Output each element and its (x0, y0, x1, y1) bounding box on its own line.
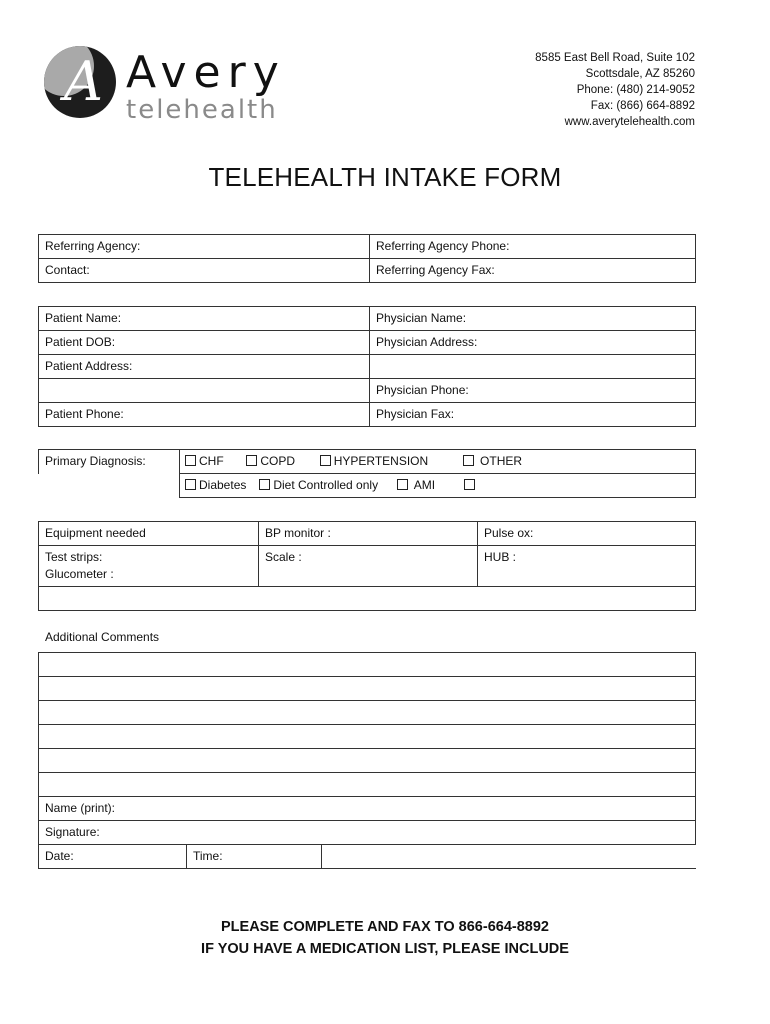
avery-logo (44, 44, 304, 124)
signature-field[interactable]: Signature: (39, 821, 696, 845)
checkbox-icon (259, 479, 270, 490)
pulse-ox-field[interactable]: Pulse ox: (478, 522, 696, 546)
ami-checkbox[interactable]: AMI (397, 477, 461, 494)
physician-name-field[interactable]: Physician Name: (370, 307, 696, 331)
comment-line[interactable] (39, 725, 696, 749)
diabetes-checkbox[interactable]: Diabetes (185, 477, 256, 494)
physician-address-cont-field[interactable] (370, 355, 696, 379)
checkbox-icon (397, 479, 408, 490)
patient-phone-field[interactable]: Patient Phone: (39, 403, 370, 427)
date-field[interactable]: Date: (39, 845, 187, 869)
patient-address-field[interactable]: Patient Address: (39, 355, 370, 379)
additional-comments-label: Additional Comments (45, 630, 160, 644)
form-title: TELEHEALTH INTAKE FORM (208, 162, 562, 192)
phone-number: Phone: (480) 214-9052 (576, 84, 695, 96)
physician-phone-field[interactable]: Physician Phone: (370, 379, 696, 403)
diagnosis-table (38, 449, 696, 498)
logo-wordmark: Avery (126, 47, 286, 98)
checkbox-icon (185, 479, 196, 490)
chf-checkbox[interactable]: CHF (185, 453, 243, 470)
logo-letter: A (64, 50, 103, 113)
logo-subtitle: telehealth (126, 95, 278, 125)
referring-agency-phone-field[interactable]: Referring Agency Phone: (370, 235, 696, 259)
patient-table (38, 306, 696, 427)
street-address: 8585 East Bell Road, Suite 102 (535, 52, 695, 64)
comment-line[interactable] (39, 701, 696, 725)
physician-fax-field[interactable]: Physician Fax: (370, 403, 696, 427)
comments-table (38, 652, 696, 869)
fax-number: Fax: (866) 664-8892 (590, 100, 695, 112)
website: www.averytelehealth.com (564, 116, 695, 128)
time-field[interactable]: Time: (187, 845, 322, 869)
patient-dob-field[interactable]: Patient DOB: (39, 331, 370, 355)
bp-monitor-field[interactable]: BP monitor : (259, 522, 478, 546)
patient-address-cont-field[interactable] (39, 379, 370, 403)
scale-field[interactable]: Scale : (259, 546, 478, 587)
diagnosis-options-row1 (180, 450, 696, 474)
referral-table (38, 234, 696, 283)
referring-agency-field[interactable]: Referring Agency: (39, 235, 370, 259)
footer-instructions (0, 916, 770, 960)
date-time-extra-field[interactable] (322, 845, 696, 869)
referring-agency-fax-field[interactable]: Referring Agency Fax: (370, 259, 696, 283)
logo-emblem (44, 46, 116, 118)
other-checkbox[interactable]: OTHER (463, 453, 522, 470)
comment-line[interactable] (39, 749, 696, 773)
address-block (535, 50, 695, 130)
comment-line[interactable] (39, 653, 696, 677)
equipment-needed-label: Equipment needed (39, 522, 259, 546)
diagnosis-options-row2 (180, 474, 696, 498)
blank-checkbox[interactable] (464, 477, 478, 494)
patient-name-field[interactable]: Patient Name: (39, 307, 370, 331)
medication-list-instruction: IF YOU HAVE A MEDICATION LIST, PLEASE INCLUDE (201, 941, 569, 957)
hub-field[interactable]: HUB : (478, 546, 696, 587)
checkbox-icon (185, 455, 196, 466)
test-strips-label: Test strips: (45, 550, 103, 564)
diet-controlled-checkbox[interactable]: Diet Controlled only (259, 477, 393, 494)
checkbox-icon (464, 479, 475, 490)
glucometer-label: Glucometer : (45, 567, 114, 581)
checkbox-icon (463, 455, 474, 466)
contact-field[interactable]: Contact: (39, 259, 370, 283)
city-state-zip: Scottsdale, AZ 85260 (585, 68, 695, 80)
comment-line[interactable] (39, 773, 696, 797)
physician-address-field[interactable]: Physician Address: (370, 331, 696, 355)
checkbox-icon (320, 455, 331, 466)
equipment-table (38, 521, 696, 611)
test-strips-glucometer-field[interactable] (39, 546, 259, 587)
name-print-field[interactable]: Name (print): (39, 797, 696, 821)
checkbox-icon (246, 455, 257, 466)
comment-line[interactable] (39, 677, 696, 701)
equipment-extra-field[interactable] (39, 587, 696, 611)
fax-instruction: PLEASE COMPLETE AND FAX TO 866-664-8892 (221, 919, 549, 935)
copd-checkbox[interactable]: COPD (246, 453, 316, 470)
primary-diagnosis-label: Primary Diagnosis: (39, 450, 180, 474)
hypertension-checkbox[interactable]: HYPERTENSION (320, 453, 460, 470)
